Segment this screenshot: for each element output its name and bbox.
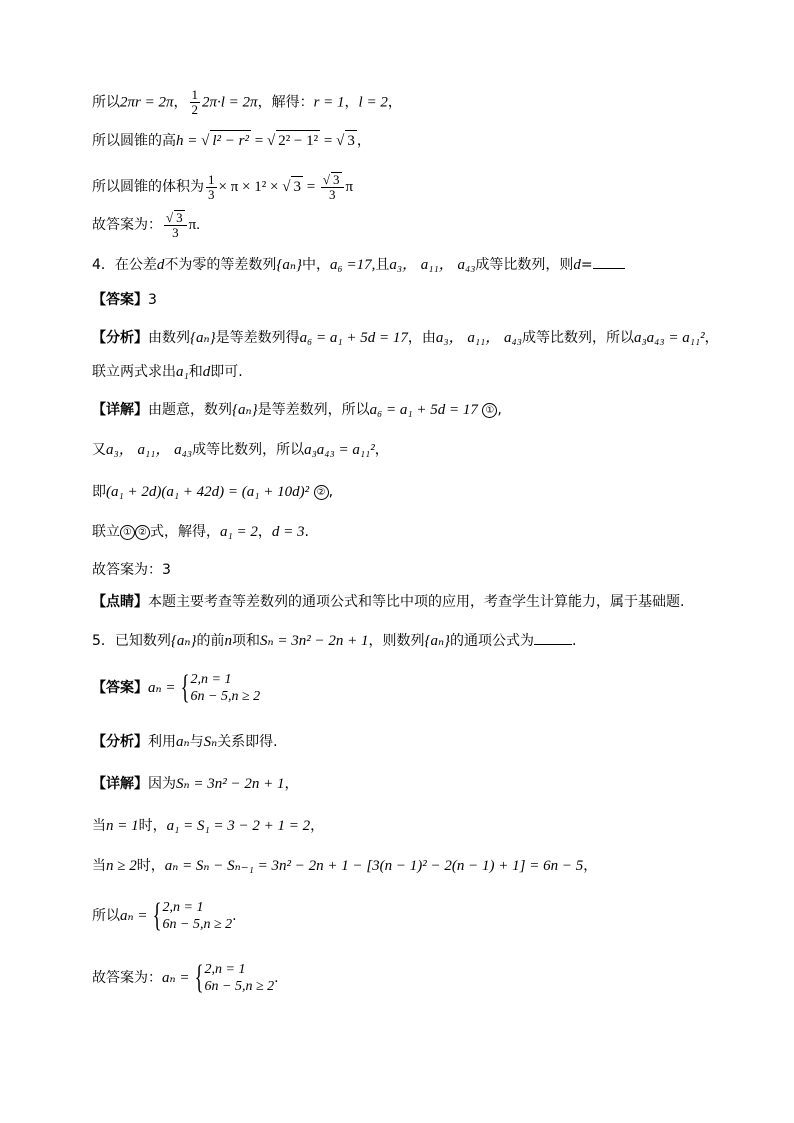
answer-blank [593,254,625,269]
detail-5 [92,774,298,794]
math: {aₙ} [190,330,216,346]
analysis-5 [92,732,278,752]
fraction-root3-over-3: √ $\frac{3}{3}$ [164,210,187,240]
text: 故答案为：3 [92,562,171,578]
text: 4．在公差 [92,257,157,273]
text: . [232,908,237,924]
math: h = [176,133,202,149]
question-5 [92,630,576,651]
math: a₆ = a₁ + 5d = 17 [369,402,478,418]
math: π [345,179,354,195]
text: 项和 [232,633,260,649]
text: 联立 [92,524,120,540]
text: 本题主要考查等差数列的通项公式和等比中项的应用，考查学生计算能力，属于基础题. [148,594,685,610]
text: 和 [188,364,203,380]
text: . [304,524,309,540]
math: 3 [345,130,357,151]
math: n [224,633,232,649]
math: Sₙ = 3n² − 2n + 1 [260,633,369,649]
left-brace: { [194,959,204,996]
math: a₁ [176,364,189,380]
fraction-root3-over-3: √ $\frac{3}{3}$ [321,172,344,202]
text: 的前 [196,633,225,649]
analysis-4 [92,328,719,348]
final-answer-5 [92,960,279,996]
tag-analysis: 【分析】 [92,734,148,750]
math: π. [188,217,200,233]
text: 与 [189,734,204,750]
text: 因为 [148,776,176,792]
math: d [156,257,165,273]
text: 是等差数列得 [215,330,300,346]
text: 当 [92,818,106,834]
piecewise-cases [191,671,261,705]
text: 所以圆锥的高 [92,133,176,149]
sqrt-sign [282,179,290,195]
math: a₆ =17, [330,257,376,273]
case-line: 2,n = 1 [190,672,232,687]
left-brace: { [180,669,190,706]
math: {aₙ} [424,633,451,649]
math: 2π·l = 2π [202,94,258,111]
circled-two: ② [135,525,150,540]
math: {aₙ} [276,257,302,273]
text: 且 [375,257,390,273]
text: 成等比数列，所以 [521,330,634,346]
math: × π × 1² × [218,179,283,195]
text: 3 [148,292,157,308]
text: 由题意，数列 [148,402,232,418]
math: aₙ [176,734,190,750]
math: l = 2 [358,94,388,111]
text: , [497,402,502,418]
text: 故答案为： [92,970,162,986]
text: 关系即得. [217,734,278,750]
text: 所以圆锥的体积为 [92,179,204,195]
left-brace: { [152,897,162,934]
math: a₃a₄₃ = a₁₁² [633,330,705,346]
math: = [302,179,319,195]
math: r = 1 [313,94,345,111]
text: ， [583,858,598,874]
text: ， [704,330,719,346]
detail-4-equation [92,482,333,502]
text: 是等差数列，所以 [257,402,370,418]
math: Sₙ = 3n² − 2n + 1 [176,776,285,792]
text: . [572,633,577,649]
text: ，由 [407,330,436,346]
text: 所以 [92,94,120,111]
text: 故答案为： [92,217,162,233]
text: 式，解得， [150,524,220,540]
detail-5-n1 [92,816,324,836]
text: 当 [92,858,106,874]
fraction-half: $\frac{1}{2}$ [191,87,198,117]
text: 利用 [148,734,176,750]
text: ， [284,776,299,792]
text: 成等比数列，所以 [192,442,305,458]
text: ，则数列 [368,633,425,649]
text: 由数列 [148,330,190,346]
math: a₃， a₁₁， a₄₃ [106,442,193,458]
math: a₃， a₁₁， a₄₃ [389,257,476,273]
text: ， [387,94,402,111]
case-line: 6n − 5,n ≥ 2 [204,979,275,994]
text: 又 [92,442,106,458]
case-line: 6n − 5,n ≥ 2 [162,917,233,932]
math: 2πr = 2π [120,94,174,111]
math: a₃a₄₃ = a₁₁² [304,442,375,458]
math: Sₙ [203,734,218,750]
tag-answer: 【答案】 [92,292,148,308]
math: {aₙ} [170,633,197,649]
tag-analysis: 【分析】 [92,330,148,346]
math: a₆ = a₁ + 5d = 17 [299,330,408,346]
text: 即 [92,484,106,500]
answer-blank [534,630,572,645]
text: 时， [136,858,165,874]
sqrt-sign [336,133,344,149]
piecewise-cases [205,961,275,995]
text: ， [344,94,359,111]
tag-remark: 【点睛】 [92,594,148,610]
math: n = 1 [106,818,139,834]
answer-4 [92,290,157,310]
text: 所以 [92,908,120,924]
text: 联立两式求出 [92,364,176,380]
math: d = 3 [271,524,305,540]
text: , [328,484,334,500]
text: ， [257,524,272,540]
case-line: 6n − 5,n ≥ 2 [190,689,261,704]
text: 中， [302,257,330,273]
remark-4 [92,592,684,612]
math: 3 [291,176,303,197]
detail-5-result [92,898,237,934]
detail-4-solve [92,522,309,542]
text: ， [374,442,389,458]
analysis-4-cont [92,362,243,382]
text: ， [310,818,325,834]
math: = [250,133,267,149]
solution-line-radius [92,88,402,117]
math: d [202,364,211,380]
answer-5 [92,670,260,706]
text: 不为零的等差数列 [164,257,277,273]
detail-4 [92,400,502,420]
solution-line-height [92,130,371,151]
math: a₁ = S₁ = 3 − 2 + 1 = 2 [166,818,311,834]
text: 的通项公式为 [450,633,535,649]
text: 时， [138,818,167,834]
text: . [274,970,279,986]
tag-detail: 【详解】 [92,402,148,418]
case-line: 2,n = 1 [204,962,246,977]
text: ， [356,133,371,149]
tag-detail: 【详解】 [92,776,148,792]
math: a₁ = 2 [220,524,258,540]
solution-line-volume [92,172,353,202]
sqrt-sign [267,133,275,149]
math: l² − r² [210,130,251,151]
tag-answer: 【答案】 [92,680,148,696]
answer-line-cone [92,210,200,240]
text: 5．已知数列 [92,633,171,649]
math: a₃， a₁₁， a₄₃ [435,330,522,346]
text: 成等比数列，则 [475,257,574,273]
fraction-third: $\frac{1}{3}$ [208,171,215,202]
math: = [320,133,337,149]
text: 即可. [210,364,243,380]
text: = [580,257,593,273]
sqrt-sign [201,133,209,149]
math: n ≥ 2 [106,858,137,874]
circled-two: ② [314,485,329,500]
detail-4-geometric [92,440,389,460]
math: (a₁ + 2d)(a₁ + 42d) = (a₁ + 10d)² [106,484,310,500]
math: {aₙ} [232,402,258,418]
question-4 [92,254,625,275]
piecewise-cases [163,899,233,933]
text: ， [173,94,188,111]
math: 2² − 1² [276,130,320,151]
detail-5-n2 [92,856,597,876]
case-line: 2,n = 1 [162,900,204,915]
circled-one: ① [120,525,135,540]
math: aₙ = [148,680,180,696]
math: aₙ = [162,970,194,986]
math: aₙ = Sₙ − Sₙ₋₁ = 3n² − 2n + 1 − [3(n − 1)² − 2(n − 1) + 1] = 6n − 5 [164,858,584,874]
final-answer-4 [92,560,171,580]
text: ，解得： [257,94,314,111]
circled-one: ① [482,403,497,418]
math: aₙ = [120,908,152,924]
math: d [573,257,581,273]
